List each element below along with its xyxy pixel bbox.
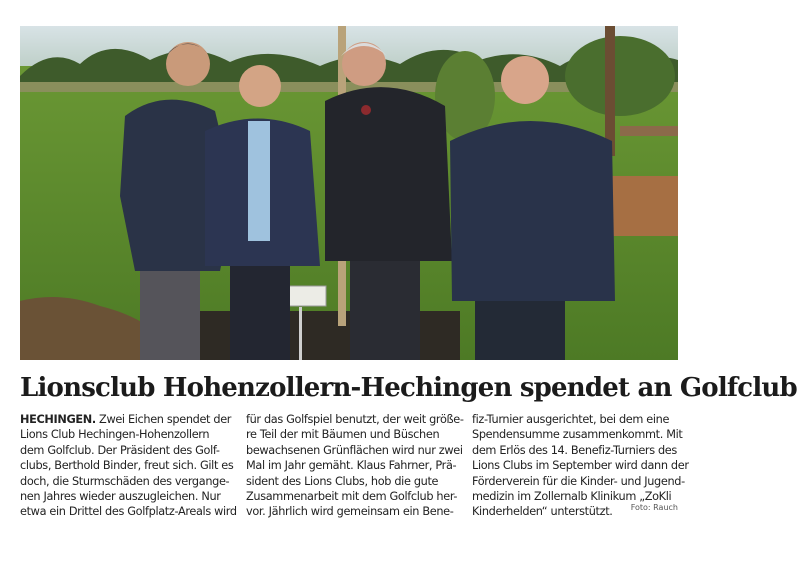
article-body [20, 412, 689, 519]
dateline: HECHINGEN. [20, 413, 96, 426]
article-column-1 [20, 412, 237, 519]
article-line: sident des Lions Clubs, hob die gute [246, 474, 439, 488]
article-line: dem Golfclub. Der Präsident des Golf- [20, 443, 220, 457]
article-line: fiz-Turnier ausgerichtet, bei dem eine [472, 413, 670, 426]
article-column-3 [472, 412, 689, 519]
article-line: Mal im Jahr gemäht. Klaus Fahrner, Prä- [246, 459, 457, 473]
article-column-2 [246, 412, 464, 519]
news-photo [20, 26, 678, 360]
article-line: vor. Jährlich wird gemeinsam ein Bene- [246, 505, 454, 519]
article-line: Spendensumme zusammenkommt. Mit [472, 428, 683, 442]
article-line: bewachsenen Grünflächen wird nur zwei [246, 443, 463, 457]
headline: Lionsclub Hohenzollern-Hechingen spendet an Golfclub [20, 373, 797, 403]
article-line: Kinderhelden“ unterstützt. [472, 505, 613, 519]
article-line: clubs, Berthold Binder, freut sich. Gilt es [20, 459, 234, 473]
article-line: doch, die Sturmschäden des vergange- [20, 474, 230, 488]
article-line: etwa ein Drittel des Golfplatz-Areals wird [20, 505, 237, 519]
article-line: re Teil der mit Bäumen und Büschen [246, 428, 440, 442]
article-line: HECHINGEN. Zwei Eichen spendet der [20, 413, 232, 426]
article-line: medizin im Zollernalb Klinikum „ZoKli [472, 490, 672, 504]
article-line: nen Jahres wieder auszugleichen. Nur [20, 490, 221, 504]
article-line: dem Erlös des 14. Benefiz-Turniers des [472, 443, 677, 457]
article-line: Zusammenarbeit mit dem Golfclub her- [246, 490, 458, 504]
article-line: für das Golfspiel benutzt, der weit größe- [246, 413, 464, 426]
article-line: Lions Clubs im September wird dann der [472, 459, 689, 473]
photo-credit: Foto: Rauch [630, 503, 678, 512]
article-line: Lions Club Hechingen-Hohenzollern [20, 428, 210, 442]
article-line: Förderverein für die Kinder- und Jugend- [472, 474, 685, 488]
